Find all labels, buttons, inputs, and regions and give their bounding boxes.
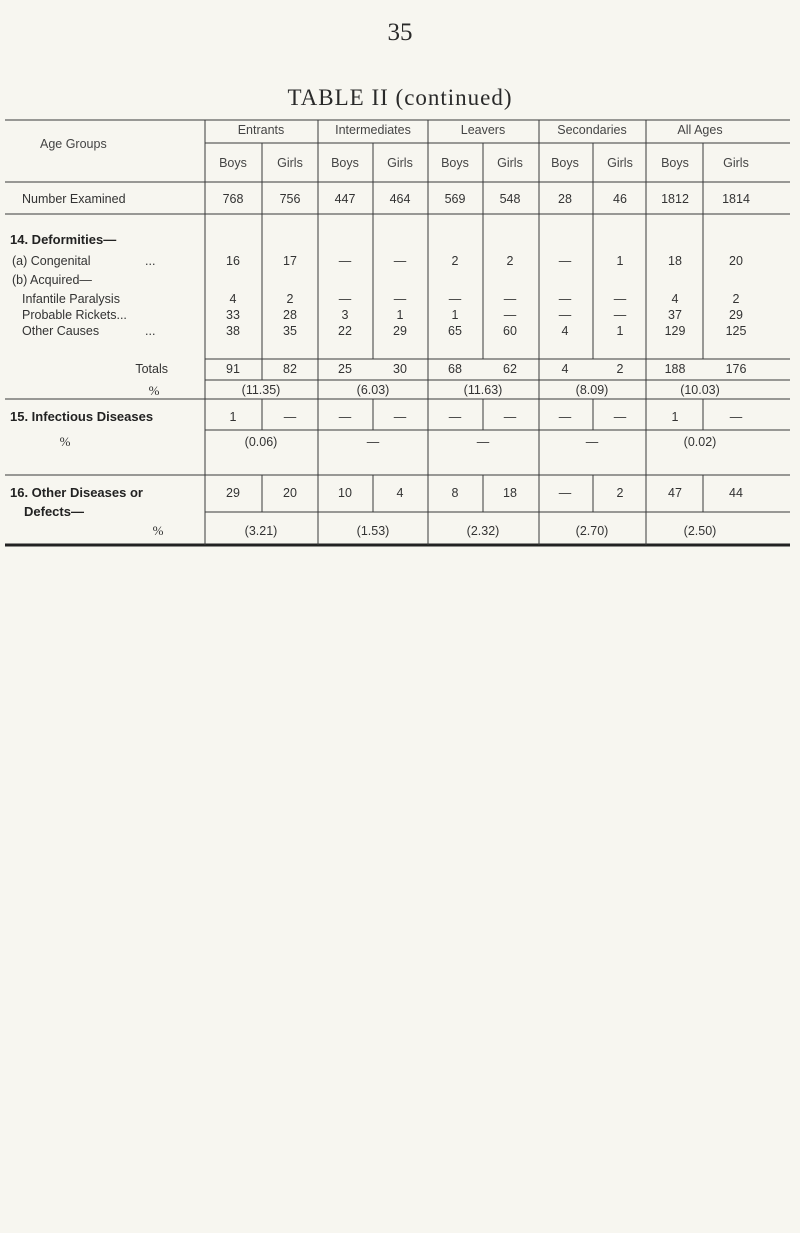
table-cell: 188 [664,362,686,376]
table-cell: — [729,410,743,424]
table-cell: 62 [503,362,517,376]
percent-cell: — [476,435,490,449]
percent-cell: (3.21) [244,524,278,538]
group-header: Entrants [237,123,285,137]
percent-cell: (1.53) [356,524,390,538]
percent-cell: (2.50) [683,524,717,538]
congenital-dots: ... [145,254,156,268]
table-cell: 37 [668,308,682,322]
totals-label: Totals [135,362,168,376]
table-cell: 3 [341,308,349,322]
group-header: Secondaries [557,123,627,137]
table-cell: 65 [448,324,462,338]
table-cell: — [613,410,627,424]
table-cell: 125 [725,324,747,338]
table-cell: 2 [451,254,459,268]
table-cell: — [338,254,352,268]
table-cell: 2 [732,292,740,306]
table-cell: — [283,410,297,424]
table-cell: 29 [393,324,407,338]
table-cell: — [613,308,627,322]
paralysis-label: Infantile Paralysis [22,292,120,306]
table-cell: 4 [561,362,569,376]
deformities-heading: 14. Deformities— [10,232,117,247]
table-cell: 20 [283,486,297,500]
other-causes-dots: ... [145,324,156,338]
other-diseases-label-cont: Defects— [24,504,84,519]
table-cell: 1 [671,410,679,424]
subheader-cell: Girls [607,156,633,170]
table-cell: 447 [334,192,356,206]
table-cell: 29 [226,486,240,500]
table-cell: 16 [226,254,240,268]
table-cell: 1 [396,308,404,322]
subheader-row [219,156,749,170]
table-cell: — [503,308,517,322]
table-cell: 82 [283,362,297,376]
table-cell: — [393,410,407,424]
acquired-heading: (b) Acquired— [12,273,92,287]
table-cell: — [448,292,462,306]
table-cell: 25 [338,362,352,376]
percent-cell: (0.02) [683,435,717,449]
table-cell: — [558,292,572,306]
group-header: Intermediates [335,123,411,137]
examined-label: Number Examined [22,192,126,206]
percent-cell: (11.63) [463,383,503,397]
page-title: TABLE II (continued) [287,85,513,110]
table-cell: — [613,292,627,306]
data-table [0,0,800,560]
table-cell: 2 [286,292,294,306]
table-cell: 2 [506,254,514,268]
percent-cell: (2.70) [575,524,609,538]
subheader-cell: Girls [277,156,303,170]
table-cell: 91 [226,362,240,376]
table-cell: 17 [283,254,297,268]
table-cell: 2 [616,362,624,376]
percent-label: % [148,383,160,398]
table-cell: 2 [616,486,624,500]
table-cell: 68 [448,362,462,376]
other-causes-label: Other Causes [22,324,100,338]
table-cell: 4 [671,292,679,306]
table-cell: — [338,292,352,306]
group-header: Leavers [460,123,506,137]
table-cell: 30 [393,362,407,376]
table-cell: 10 [338,486,352,500]
table-cell: 46 [613,192,627,206]
congenital-label: (a) Congenital [12,254,91,268]
subheader-cell: Girls [387,156,413,170]
percent-cell: (0.06) [244,435,278,449]
table-cell: — [393,292,407,306]
table-cell: 60 [503,324,517,338]
subheader-cell: Boys [331,156,359,170]
table-cell: 1814 [722,192,750,206]
table-cell: 33 [226,308,240,322]
table-cell: 1 [616,324,624,338]
subheader-cell: Girls [497,156,523,170]
subheader-cell: Boys [661,156,689,170]
table-cell: 44 [729,486,743,500]
percent-cell: (11.35) [241,383,281,397]
table-cell: 464 [389,192,411,206]
table-cell: 129 [664,324,686,338]
table-cell: 1 [451,308,459,322]
table-cell: — [558,308,572,322]
table-cell: 1 [229,410,237,424]
table-cell: — [558,410,572,424]
table-cell: 548 [499,192,521,206]
table-cell: — [558,486,572,500]
table-cell: 176 [725,362,747,376]
percent-cell: (2.32) [466,524,500,538]
table-cell: 569 [444,192,466,206]
table-cell: 28 [283,308,297,322]
percent-cell: — [585,435,599,449]
table-cell: 1 [616,254,624,268]
percent-cell: (6.03) [356,383,390,397]
table-cell: 8 [451,486,459,500]
other-diseases-percent-label: % [152,523,164,538]
table-cell: 35 [283,324,297,338]
table-cell: — [503,410,517,424]
table-cells [223,192,750,538]
table-cell: — [448,410,462,424]
subheader-cell: Boys [551,156,579,170]
table-cell: — [558,254,572,268]
table-cell: 29 [729,308,743,322]
table-cell: 4 [396,486,404,500]
group-header: All Ages [677,123,723,137]
table-cell: 4 [229,292,237,306]
age-groups-label: Age Groups [40,137,107,151]
table-cell: 20 [729,254,743,268]
table-cell: — [393,254,407,268]
other-diseases-label: 16. Other Diseases or [10,485,143,500]
table-cell: — [503,292,517,306]
percent-cell: — [366,435,380,449]
subheader-cell: Boys [441,156,469,170]
percent-cell: (8.09) [575,383,609,397]
table-cell: 22 [338,324,352,338]
table-cell: 47 [668,486,682,500]
rickets-label: Probable Rickets... [22,308,127,322]
table-cell: 28 [558,192,572,206]
table-cell: 756 [279,192,301,206]
table-cell: 4 [561,324,569,338]
table-cell: 1812 [661,192,689,206]
infectious-percent-label: % [59,434,71,449]
subheader-cell: Boys [219,156,247,170]
table-cell: 768 [222,192,244,206]
infectious-label: 15. Infectious Diseases [10,409,154,424]
page-number: 35 [387,19,413,46]
subheader-cell: Girls [723,156,749,170]
percent-cell: (10.03) [680,383,720,397]
table-cell: — [338,410,352,424]
table-cell: 38 [226,324,240,338]
table-cell: 18 [668,254,682,268]
table-cell: 18 [503,486,517,500]
